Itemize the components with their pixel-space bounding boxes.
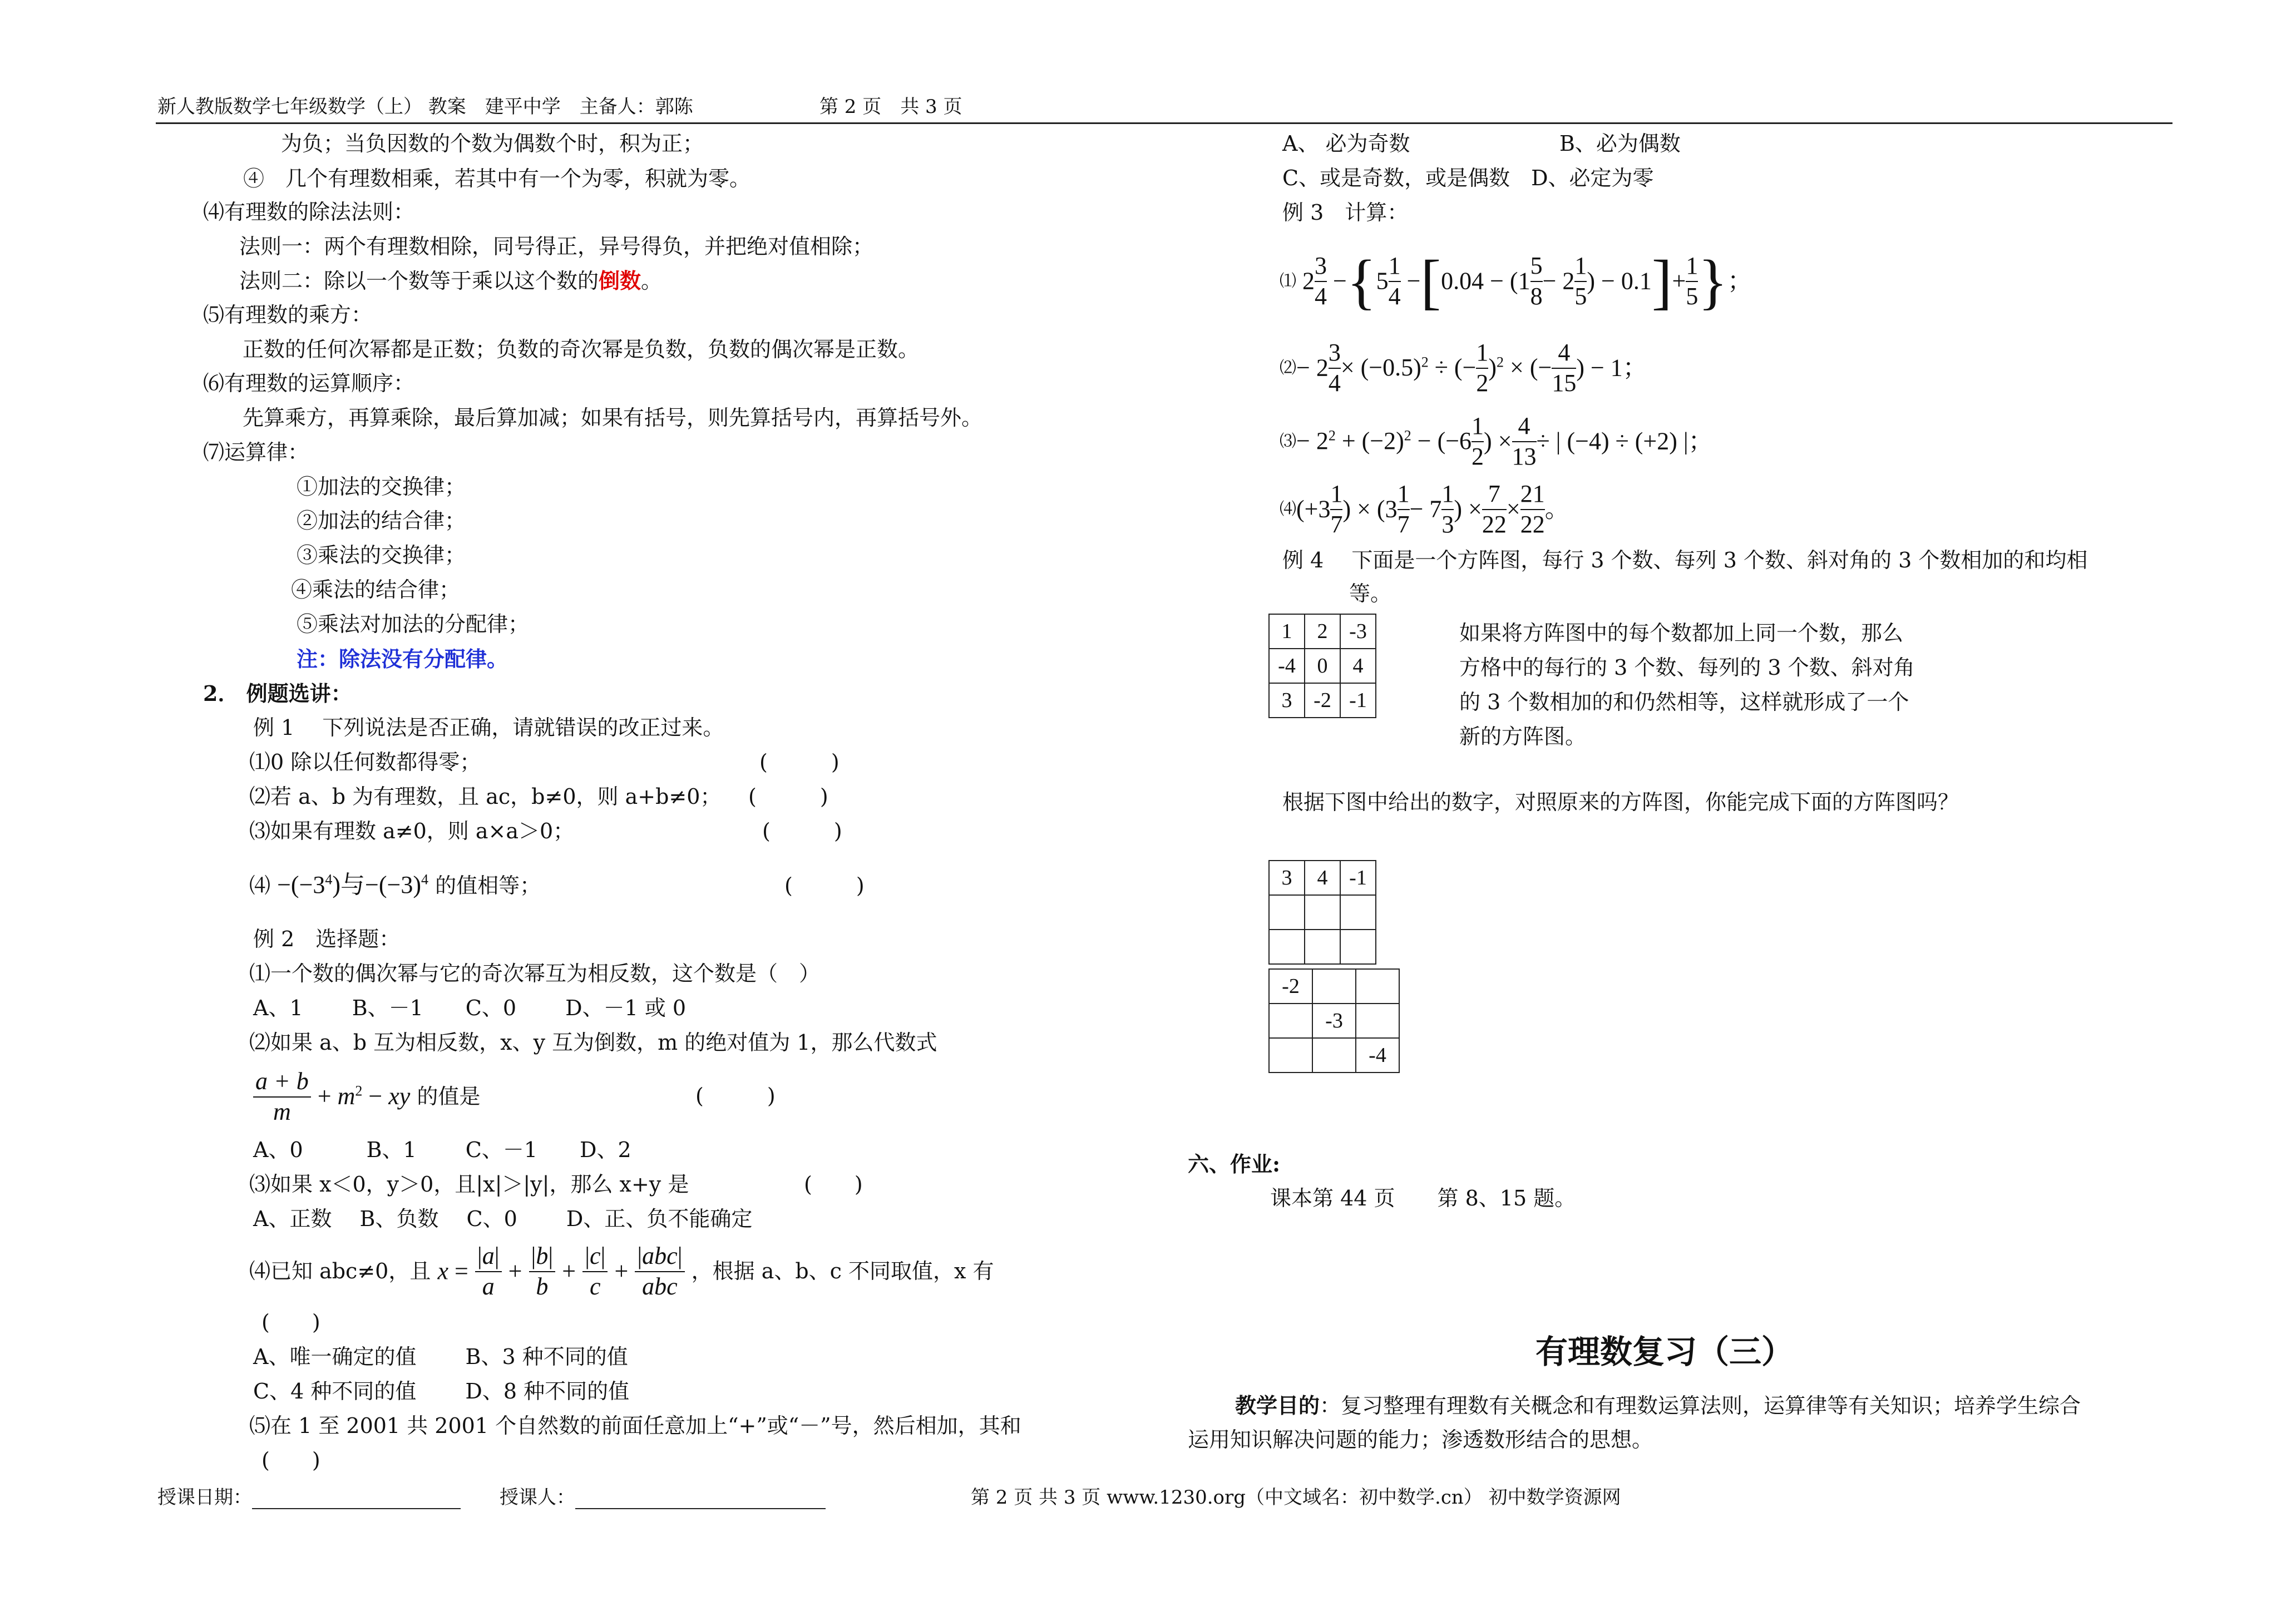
- answer-paren: ( ): [695, 1084, 776, 1108]
- grid-cell: [1312, 969, 1356, 1004]
- grid-cell: 3: [1269, 861, 1305, 895]
- text-line: 法则一：两个有理数相除，同号得正，异号得负，并把绝对值相除；: [239, 234, 874, 259]
- teacher-blank: [575, 1489, 826, 1509]
- grid-cell: 1: [1269, 614, 1305, 649]
- grid-cell: [1312, 1038, 1356, 1073]
- text-line: 方格中的每行的 3 个数、每列的 3 个数、斜对角: [1459, 655, 1915, 680]
- grid-cell: [1305, 930, 1340, 964]
- answer-paren: ( ): [762, 819, 842, 843]
- law-item: ④乘法的结合律；: [291, 577, 461, 602]
- options-line: A、正数 B、负数 C、0 D、正、负不能确定: [253, 1207, 753, 1231]
- question-4: ⑷已知 abc≠0，且 x = $\frac{|a|}{a}$ + $\frac{|b|}{b}$ + $\frac{|c|}{c}$ + |abc| abc ，根据 a、b、c 不同取值，x 有: [249, 1242, 994, 1300]
- date-label: 授课日期：: [157, 1486, 252, 1509]
- footer-date: [157, 1486, 461, 1509]
- grid-cell: -4: [1269, 649, 1305, 683]
- grid-cell: [1305, 895, 1340, 930]
- text-line: 新的方阵图。: [1459, 724, 1587, 749]
- grid-cell: 2: [1305, 614, 1340, 649]
- text-line: ⑷有理数的除法法则：: [203, 200, 415, 224]
- text-line: 为负；当负因数的个数为偶数个时，积为正；: [281, 131, 704, 156]
- division-rule-two: [239, 268, 662, 294]
- reciprocal-highlight: 倒数: [599, 268, 641, 293]
- answer-paren: ( ): [748, 784, 828, 809]
- example-title: 例 1 下列说法是否正确，请就错误的改正过来。: [253, 715, 724, 740]
- grid-cell: -3: [1340, 614, 1376, 649]
- options-line: C、4 种不同的值 D、8 种不同的值: [253, 1379, 630, 1403]
- answer-paren: ( ): [784, 873, 865, 898]
- text-line: ⑹有理数的运算顺序：: [203, 371, 415, 396]
- grid-cell: 4: [1340, 649, 1376, 683]
- text-line: ⑵若 a、b 为有理数，且 ac，b≠0，则 a+b≠0；: [249, 784, 722, 809]
- text-span: 的值是: [417, 1084, 481, 1109]
- text-line: ⑸有理数的乘方：: [203, 303, 373, 327]
- law-item: ③乘法的交换律；: [297, 543, 466, 567]
- lesson-title: 有理数复习（三）: [1535, 1333, 1794, 1371]
- grid-cell: [1269, 930, 1305, 964]
- grid-cell: -4: [1356, 1038, 1399, 1073]
- law-item: ①加法的交换律；: [297, 475, 466, 499]
- text-span: 的值相等；: [435, 873, 541, 898]
- example-title: 例 3 计算：: [1282, 200, 1409, 225]
- grid-cell: -2: [1269, 969, 1312, 1004]
- header-rule: [156, 122, 2172, 124]
- magic-square-exercise-1: [1268, 860, 1376, 965]
- options-line: C、或是奇数，或是偶数 D、必定为零: [1282, 166, 1654, 190]
- options-line: A、1 B、－1 C、0 D、－1 或 0: [253, 996, 687, 1020]
- text-line: 根据下图中给出的数字，对照原来的方阵图，你能完成下面的方阵图吗？: [1282, 790, 1959, 814]
- teaching-goal: [1235, 1393, 2081, 1419]
- text-line: 运用知识解决问题的能力；渗透数形结合的思想。: [1188, 1427, 1653, 1452]
- options-line: A、唯一确定的值 B、3 种不同的值: [253, 1345, 628, 1369]
- text-span: 法则二：除以一个数等于乘以这个数的: [239, 269, 599, 293]
- algebraic-expression: $\frac{a + b}{m}$ + $m^2$ − xy 的值是: [253, 1067, 480, 1127]
- options-line: A、 必为奇数: [1282, 131, 1410, 156]
- magic-square-original: [1268, 614, 1376, 718]
- homework-text: 课本第 44 页 第 8、15 题。: [1270, 1186, 1576, 1210]
- text-line: ⑶如果 x＜0，y＞0，且|x|＞|y|，那么 x+y 是: [249, 1172, 689, 1197]
- example-title: 例 2 选择题：: [253, 927, 401, 951]
- date-blank: [252, 1489, 461, 1509]
- answer-paren: ( ): [759, 750, 840, 774]
- grid-cell: [1340, 895, 1376, 930]
- answer-paren: ( ): [261, 1310, 320, 1335]
- goal-label: 教学目的: [1235, 1393, 1320, 1418]
- footer-teacher: [500, 1486, 826, 1509]
- text-span: ⑷已知 abc≠0，且: [249, 1259, 431, 1283]
- grid-cell: 0: [1305, 649, 1340, 683]
- answer-paren: ( ): [261, 1448, 320, 1472]
- answer-paren: ( ): [804, 1172, 863, 1197]
- header-page: 第 2 页 共 3 页: [819, 96, 962, 118]
- calc-expression-3: ⑶− $2^2 + (-2)^2 - (-6$ $\frac{1}{2}$ ) × $\frac{4}{13}$ ÷ | (−4) ÷ (+2) |；: [1280, 412, 1713, 470]
- text-line: ⑸在 1 至 2001 共 2001 个自然数的前面任意加上“+”或“－”号，然后相加，其和: [249, 1414, 1021, 1438]
- text-span: ⑷: [249, 873, 271, 898]
- text-line: 的 3 个数相加的和仍然相等，这样就形成了一个: [1459, 690, 1909, 714]
- law-item: ⑤乘法对加法的分配律；: [297, 612, 530, 636]
- text-line: 等。: [1349, 581, 1392, 606]
- example-item-4: [249, 871, 541, 900]
- grid-cell: [1269, 1038, 1312, 1073]
- options-line: A、0 B、1 C、－1 D、2: [253, 1138, 631, 1162]
- goal-text: ：复习整理有理数有关概念和有理数运算法则，运算律等有关知识；培养学生综合: [1320, 1393, 2081, 1418]
- section-heading: 2． 例题选讲：: [203, 681, 352, 706]
- text-line: ④ 几个有理数相乘，若其中有一个为零，积就为零。: [243, 166, 751, 191]
- grid-cell: [1356, 969, 1399, 1004]
- grid-cell: 4: [1305, 861, 1340, 895]
- text-line: ⑵如果 a、b 互为相反数，x、y 互为倒数，m 的绝对值为 1，那么代数式: [249, 1030, 937, 1055]
- grid-cell: [1269, 1004, 1312, 1038]
- text-line: ⑶如果有理数 a≠0，则 a×a＞0；: [249, 819, 575, 843]
- text-span: 。: [641, 269, 663, 293]
- grid-cell: [1340, 930, 1376, 964]
- grid-cell: -2: [1305, 683, 1340, 718]
- calc-expression-1: ⑴ 2 $\frac{3}{4}$ −{5 $\frac{1}{4}$ −[0.04 − (1 $\frac{5}{8}$ − 2 $\frac{1}{5}$ ) − 0.1]+ $\frac{1}{5}$ }；: [1280, 248, 1752, 315]
- text-line: ⑺运算律：: [203, 440, 309, 464]
- grid-cell: -1: [1340, 861, 1376, 895]
- calc-expression-4: ⑷(+3 $\frac{1}{7}$ ) × (3 $\frac{1}{7}$ − 7 $\frac{1}{3}$ ) × $\frac{7}{22}$ × $\frac{21}{22}$ 。: [1280, 480, 1569, 538]
- options-line: B、必为偶数: [1559, 131, 1681, 156]
- magic-square-exercise-2: [1268, 968, 1400, 1073]
- text-line: 先算乘方，再算乘除，最后算加减；如果有括号，则先算括号内，再算括号外。: [243, 406, 983, 430]
- law-item: ②加法的结合律；: [297, 508, 466, 533]
- text-line: ⑴一个数的偶次幂与它的奇次幂互为相反数，这个数是（ ）: [249, 961, 821, 986]
- math-expression: $-(-3^4)$与$-(-3)^4$: [277, 871, 428, 898]
- note-line: 注：除法没有分配律。: [297, 646, 508, 671]
- teacher-label: 授课人：: [500, 1486, 575, 1509]
- grid-cell: -3: [1312, 1004, 1356, 1038]
- text-line: ⑴0 除以任何数都得零；: [249, 750, 481, 774]
- footer-center: 第 2 页 共 3 页 www.1230.org（中文域名：初中数学.cn） 初中数学资源网: [971, 1486, 1621, 1509]
- text-line: 正数的任何次幂都是正数；负数的奇次幂是负数，负数的偶次幂是正数。: [243, 337, 920, 362]
- grid-cell: 3: [1269, 683, 1305, 718]
- grid-cell: -1: [1340, 683, 1376, 718]
- grid-cell: [1356, 1004, 1399, 1038]
- header-left: 新人教版数学七年级数学（上） 教案 建平中学 主备人：郭陈: [157, 96, 693, 118]
- grid-cell: [1269, 895, 1305, 930]
- example-title: 例 4 下面是一个方阵图，每行 3 个数、每列 3 个数、斜对角的 3 个数相加的和均相: [1282, 548, 2088, 572]
- calc-expression-2: ⑵− 2 $\frac{3}{4}$ × $(-0.5)^2$ ÷ (− $\frac{1}{2}$ )$^2$ × (− $\frac{4}{15}$ ) − 1；: [1280, 339, 1647, 397]
- homework-heading: 六、作业:: [1188, 1151, 1281, 1177]
- text-span: ，根据 a、b、c 不同取值，x 有: [691, 1259, 994, 1283]
- text-line: 如果将方阵图中的每个数都加上同一个数，那么: [1459, 621, 1904, 645]
